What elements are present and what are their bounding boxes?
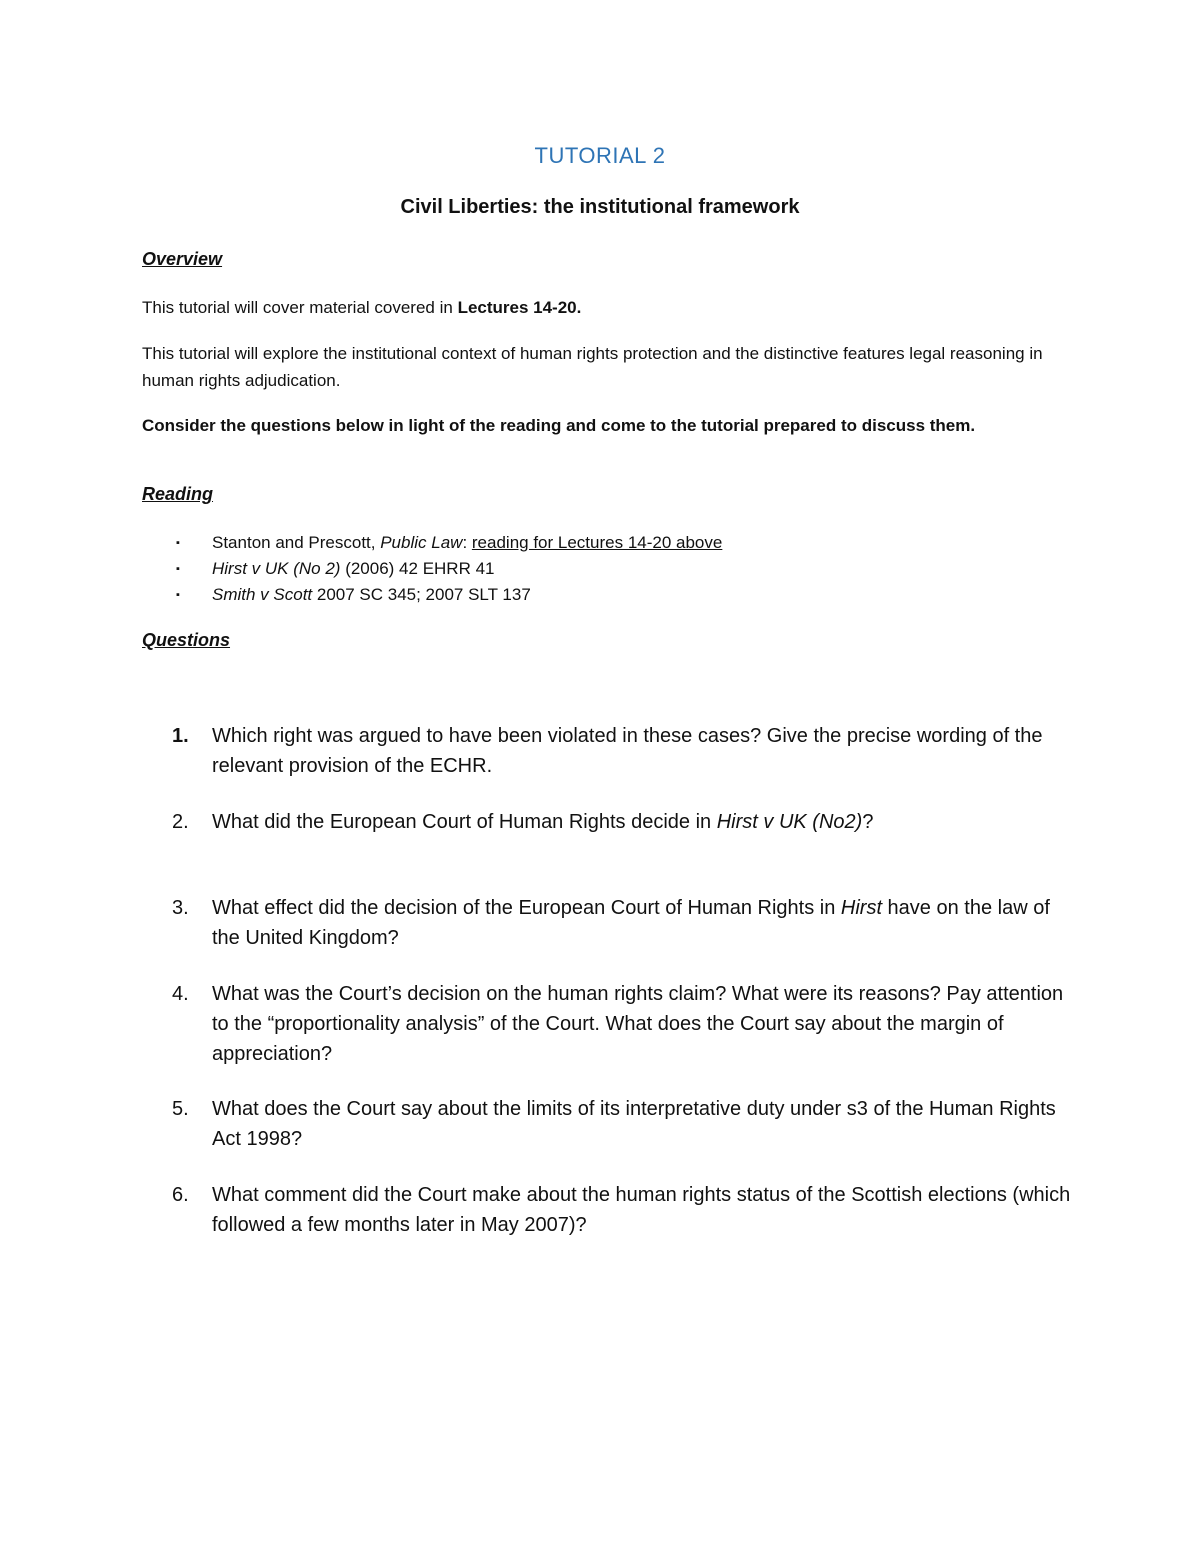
bullet-icon: ▪ xyxy=(176,563,180,575)
page-title: TUTORIAL 2 xyxy=(534,143,666,168)
question-item xyxy=(172,893,1072,953)
question-text-part: ? xyxy=(862,811,874,833)
page-subtitle: Civil Liberties: the institutional framework xyxy=(400,196,800,218)
question-case-name: Hirst v UK (No2) xyxy=(716,811,863,833)
reading-item xyxy=(142,582,722,608)
question-number: 1. xyxy=(172,725,189,747)
reading-item-title: Public Law xyxy=(380,533,463,552)
question-item xyxy=(172,979,1072,1069)
question-item xyxy=(172,1094,1072,1154)
reading-item-case: Hirst v UK (No 2) xyxy=(212,559,341,578)
question-text: What comment did the Court make about the human rights status of the Scottish elections (which followed a few months later in May 2007)? xyxy=(212,1184,1071,1236)
question-text-part: have on the law of the United Kingdom? xyxy=(212,897,1050,949)
overview-paragraph-1 xyxy=(142,294,1058,321)
reading-item-prefix: Stanton and Prescott, xyxy=(212,533,381,552)
question-case-name: Hirst xyxy=(840,897,882,919)
overview-p1-text: This tutorial will cover material covered in xyxy=(142,298,458,317)
question-item xyxy=(172,1180,1072,1240)
questions-heading: Questions xyxy=(142,630,231,650)
reading-item-citation: (2006) 42 EHRR 41 xyxy=(340,559,495,578)
question-item xyxy=(172,807,1072,837)
question-number: 3. xyxy=(172,897,189,919)
question-text-part: What did the European Court of Human Rights decide in xyxy=(212,811,717,833)
reading-item xyxy=(142,530,722,556)
overview-p1-lectures: Lectures 14-20. xyxy=(457,298,582,317)
question-text-part: What effect did the decision of the European Court of Human Rights in xyxy=(212,897,841,919)
reading-item xyxy=(142,556,722,582)
reading-link[interactable]: reading for Lectures 14-20 above xyxy=(471,533,723,552)
question-text: Which right was argued to have been violated in these cases? Give the precise wording of the relevant provision of the ECHR. xyxy=(212,725,1043,777)
question-text xyxy=(212,807,1072,837)
reading-list xyxy=(142,530,722,608)
reading-heading: Reading xyxy=(142,484,214,504)
question-number: 5. xyxy=(172,1098,189,1120)
question-text: What was the Court’s decision on the human rights claim? What were its reasons? Pay attention to the “proportionality analysis” of the Court. What does the Court say about the margin of appreciation? xyxy=(212,983,1064,1065)
overview-paragraph-2: This tutorial will explore the institutional context of human rights protection and the distinctive features legal reasoning in human rights adjudication. xyxy=(142,344,1043,390)
reading-item-case: Smith v Scott xyxy=(212,585,313,604)
question-item xyxy=(172,721,1072,781)
question-number: 6. xyxy=(172,1184,189,1206)
question-number: 4. xyxy=(172,983,189,1005)
reading-item-suffix: : xyxy=(462,533,472,552)
bullet-icon: ▪ xyxy=(176,589,180,601)
reading-item-citation: 2007 SC 345; 2007 SLT 137 xyxy=(312,585,531,604)
overview-heading: Overview xyxy=(142,249,223,269)
question-number: 2. xyxy=(172,811,189,833)
overview-instruction: Consider the questions below in light of the reading and come to the tutorial prepared to discuss them. xyxy=(142,416,976,435)
bullet-icon: ▪ xyxy=(176,537,180,549)
question-text: What does the Court say about the limits of its interpretative duty under s3 of the Human Rights Act 1998? xyxy=(212,1098,1056,1150)
question-text xyxy=(212,893,1072,953)
